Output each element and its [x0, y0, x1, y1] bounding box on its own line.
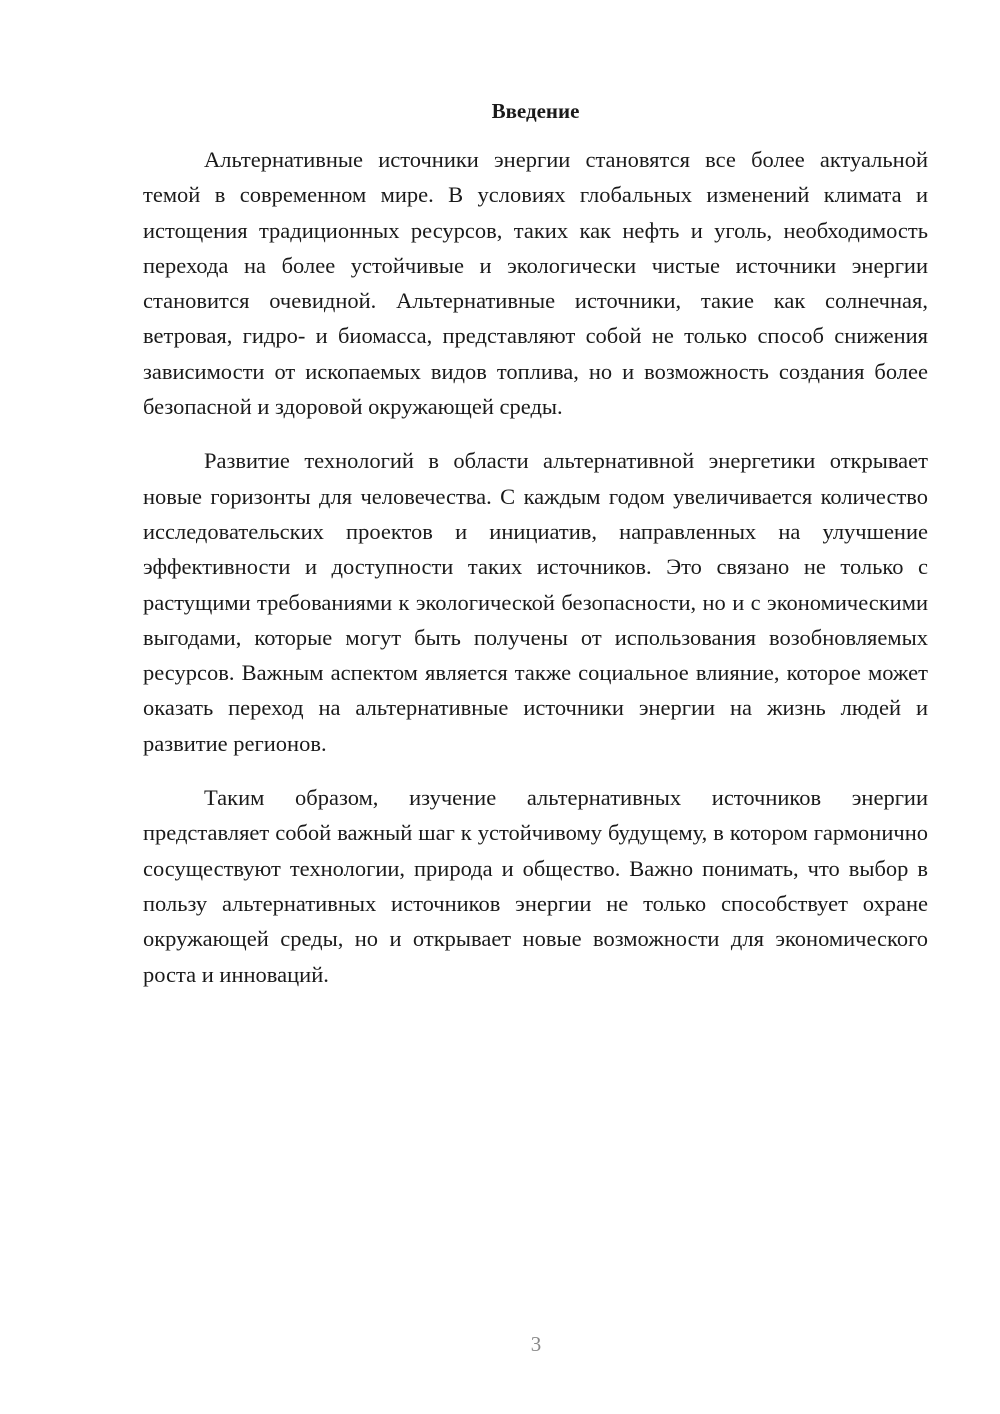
paragraph-2: Развитие технологий в области альтернативной энергетики открывает новые горизонты для человечества. С каждым годом увеличивается количество исследовательских проектов и инициатив, направленных на улучшение эффективности и доступности таких источников. Это связано не только с растущими требованиями к экологической безопасности, но и с экономическими выгодами, которые могут быть получены от использования возобновляемых ресурсов. Важным аспектом является также социальное влияние, которое может оказать переход на альтернативные источники энергии на жизнь людей и развитие регионов.: [143, 448, 928, 756]
paragraph-1: Альтернативные источники энергии становятся все более актуальной темой в современном мире. В условиях глобальных изменений климата и истощения традиционных ресурсов, таких как нефть и уголь, необходимость перехода на более устойчивые и экологически чистые источники энергии становится очевидной. Альтернативные источники, такие как солнечная, ветровая, гидро- и биомасса, представляют собой не только способ снижения зависимости от ископаемых видов топлива, но и возможность создания более безопасной и здоровой окружающей среды.: [143, 147, 928, 420]
body-text: [143, 142, 928, 992]
page-number: 3: [530, 1332, 542, 1356]
page-title: Введение: [491, 99, 580, 123]
paragraph-3: Таким образом, изучение альтернативных источников энергии представляет собой важный шаг к устойчивому будущему, в котором гармонично сосуществуют технологии, природа и общество. Важно понимать, что выбор в пользу альтернативных источников энергии не только способствует охране окружающей среды, но и открывает новые возможности для экономического роста и инноваций.: [143, 785, 928, 987]
